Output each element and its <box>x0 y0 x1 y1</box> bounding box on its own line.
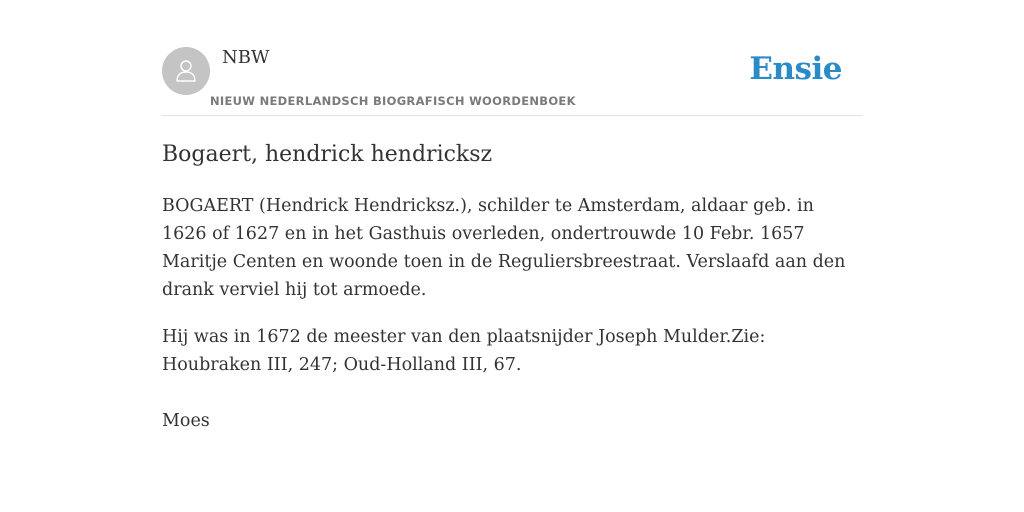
source-header <box>162 0 862 116</box>
article-body <box>162 192 862 398</box>
avatar[interactable] <box>162 47 210 95</box>
article-author: Moes <box>162 411 210 431</box>
ensie-logo[interactable]: Ensie <box>749 51 842 87</box>
article-paragraph: Hij was in 1672 de meester van den plaatsnijder Joseph Mulder.Zie: Houbraken III, 247; Oud-Holland III, 67. <box>162 327 766 375</box>
source-name[interactable]: NBW <box>222 47 270 68</box>
user-icon <box>172 57 200 85</box>
source-subtitle: NIEUW NEDERLANDSCH BIOGRAFISCH WOORDENBOEK <box>210 94 576 108</box>
article-paragraph: BOGAERT (Hendrick Hendricksz.), schilder te Amsterdam, aldaar geb. in 1626 of 1627 en in het Gasthuis overleden, ondertrouwde 10 Febr. 1657 Maritje Centen en woonde toen in de Reguliersbreestraat. Verslaafd aan den drank verviel hij tot armoede. <box>162 196 846 300</box>
page-container <box>162 0 862 431</box>
page-title: Bogaert, hendrick hendricksz <box>162 142 493 167</box>
